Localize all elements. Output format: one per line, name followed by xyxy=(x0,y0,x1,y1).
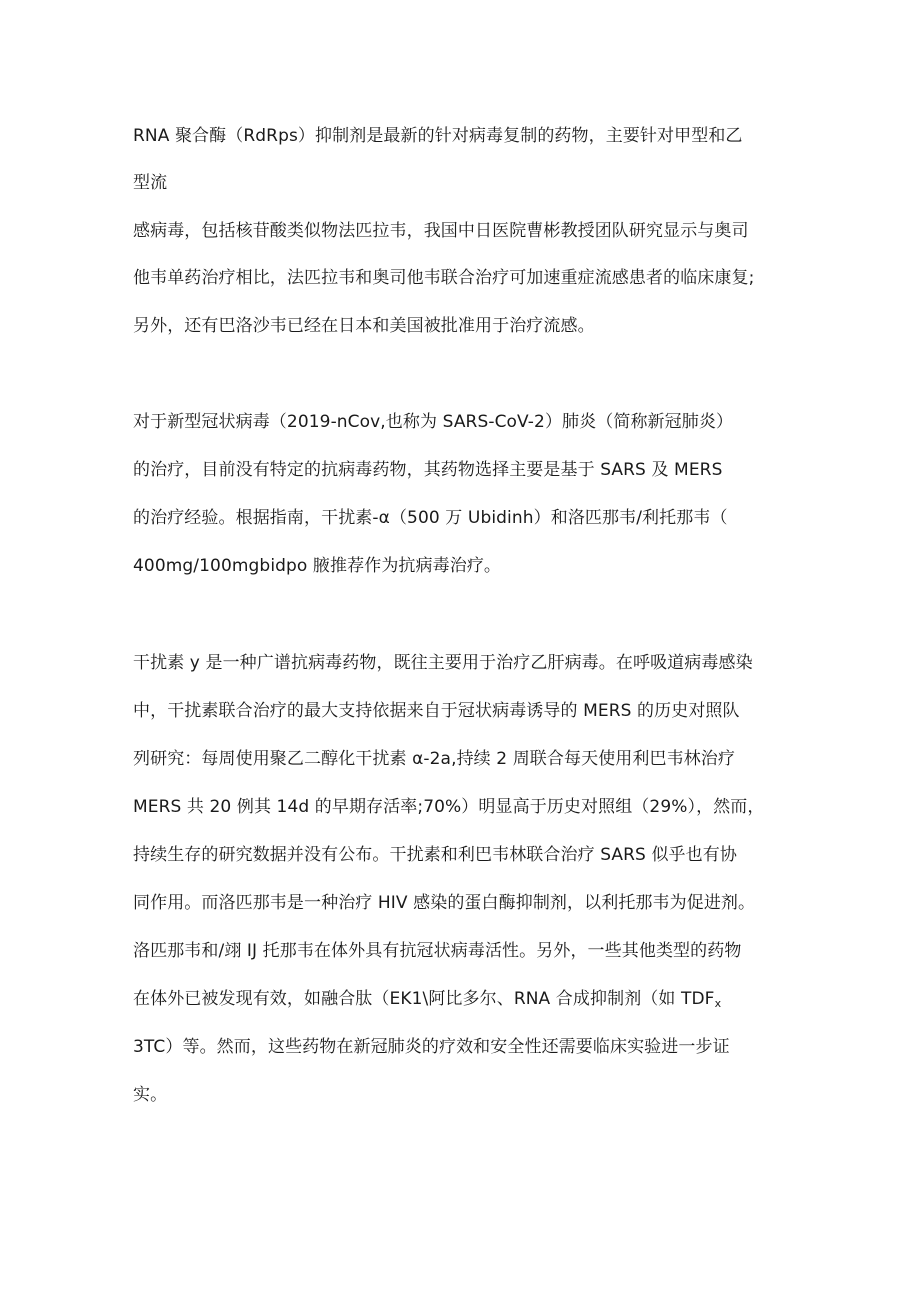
text-line: 列研究：每周使用聚乙二醇化干扰素 α-2a,持续 2 周联合每天使用利巴韦林治疗 xyxy=(133,749,736,769)
text-line: 持续生存的研究数据并没有公布。干扰素和利巴韦林联合治疗 SARS 似乎也有协 xyxy=(133,845,737,865)
text-line: 的治疗经验。根据指南，干扰素-α（500 万 Ubidinh）和洛匹那韦/利托那韦（ xyxy=(133,508,728,528)
text-line: 的治疗，目前没有特定的抗病毒药物，其药物选择主要是基于 SARS 及 MERS xyxy=(133,460,723,480)
subscript: x xyxy=(714,997,722,1010)
text-line xyxy=(133,989,721,1009)
text-line: 另外，还有巴洛沙韦已经在日本和美国被批准用于治疗流感。 xyxy=(133,316,595,336)
text-line: 实。 xyxy=(133,1085,168,1105)
text-line: 型流 xyxy=(133,173,168,193)
text-line: 中，干扰素联合治疗的最大支持依据来自于冠状病毒诱导的 MERS 的历史对照队 xyxy=(133,701,740,721)
text-line: 同作用。而洛匹那韦是一种治疗 HIV 感染的蛋白酶抑制剂，以利托那韦为促进剂。 xyxy=(133,893,756,913)
text-line: RNA 聚合酶（RdRps）抑制剂是最新的针对病毒复制的药物，主要针对甲型和乙 xyxy=(133,126,743,146)
text-line: MERS 共 20 例其 14d 的早期存活率;70%）明显高于历史对照组（29%），然而， xyxy=(133,797,765,817)
text-line: 400mg/100mgbidpo 腋推荐作为抗病毒治疗。 xyxy=(133,556,502,576)
text-line: 感病毒，包括核苷酸类似物法匹拉韦，我国中日医院曹彬教授团队研究显示与奥司 xyxy=(133,221,749,241)
text-line: 洛匹那韦和/翊 IJ 托那韦在体外具有抗冠状病毒活性。另外，一些其他类型的药物 xyxy=(133,941,742,961)
text-line: 对于新型冠状病毒（2019-nCov,也称为 SARS-CoV-2）肺炎（简称新冠肺炎） xyxy=(133,412,734,432)
text-line: 3TC）等。然而，这些药物在新冠肺炎的疗效和安全性还需要临床实验进一步证 xyxy=(133,1037,730,1057)
text-line: 他韦单药治疗相比，法匹拉韦和奥司他韦联合治疗可加速重症流感患者的临床康复; xyxy=(133,268,755,288)
text-line: 干扰素 y 是一种广谱抗病毒药物，既往主要用于治疗乙肝病毒。在呼吸道病毒感染 xyxy=(133,653,753,673)
text-line-main: 在体外已被发现有效，如融合肽（EK1\阿比多尔、RNA 合成抑制剂（如 TDF xyxy=(133,989,715,1009)
